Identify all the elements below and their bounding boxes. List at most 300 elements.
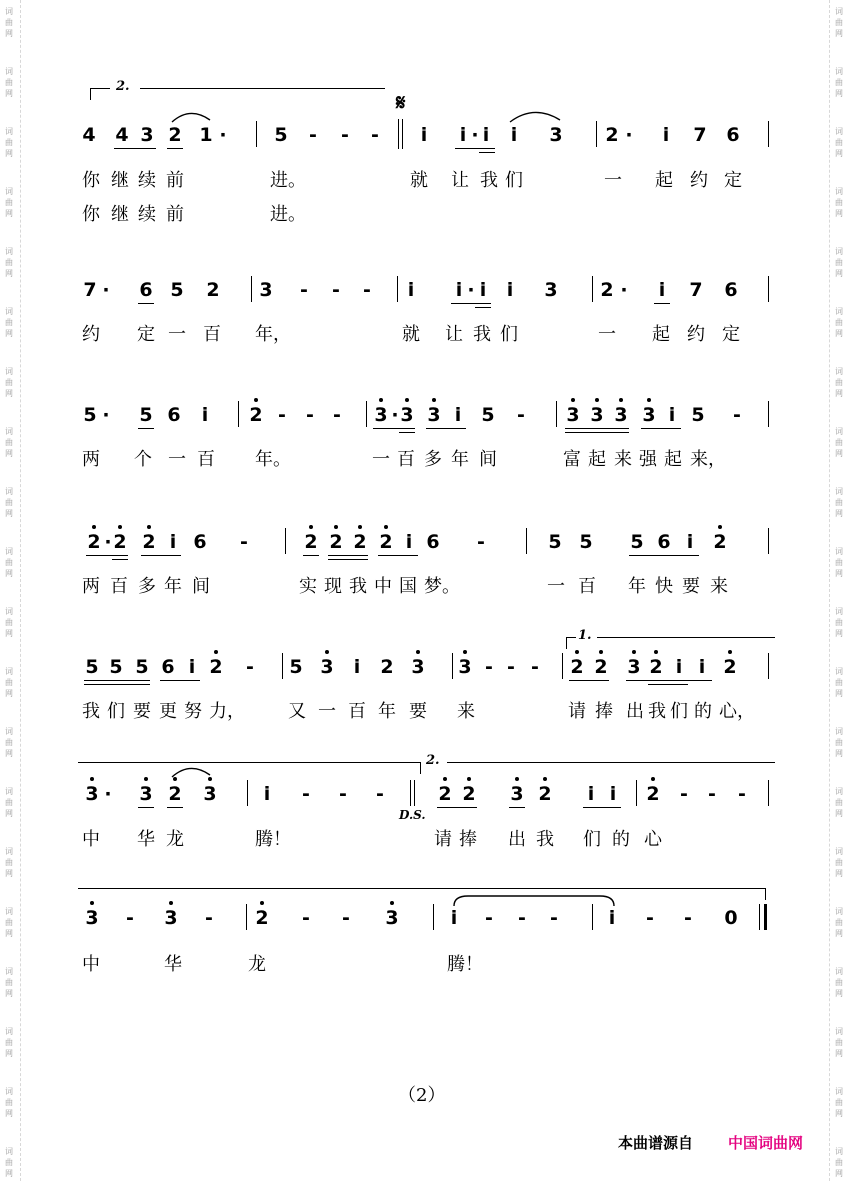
note: i [405,531,413,553]
lyric: 的 [694,701,712,722]
watermark-char: 词 [5,787,13,796]
dash: - [278,404,286,426]
note: 5 [83,404,97,426]
watermark-char: 网 [5,269,13,278]
note: i [675,656,683,678]
lyric: 我 [82,701,100,722]
dash: - [646,907,654,929]
note: 6 [657,531,671,553]
lyric: 百 [348,701,366,722]
dash: - [485,907,493,929]
note: 3 [320,656,334,678]
site-name: 中国词曲网 [728,1134,804,1152]
note: 5 [170,279,184,301]
note: 3 [374,404,388,426]
watermark-char: 网 [835,329,843,338]
watermark-char: 网 [5,1109,13,1118]
lyric: 心 [644,829,662,850]
watermark-char: 曲 [5,138,13,147]
lyric: 让 [445,324,463,345]
watermark-char: 词 [835,907,843,916]
watermark-char: 曲 [835,918,843,927]
lyric: 强 [639,449,657,470]
source-label: 本曲谱源自 [618,1134,694,1152]
watermark-char: 曲 [835,858,843,867]
note: 3 [203,783,217,805]
lyric: 来， [690,449,726,470]
note: 5 [274,124,288,146]
lyric: 更 [159,701,177,722]
note: 2 [605,124,619,146]
dash: - [302,783,310,805]
watermark-char: 词 [835,1087,843,1096]
note: 2 [713,531,727,553]
note: i [169,531,177,553]
lyric: 要 [409,701,427,722]
lyric: 年 [378,701,396,722]
dot: · [104,531,112,553]
dash: - [485,656,493,678]
dash: - [738,783,746,805]
watermark-char: 网 [835,809,843,818]
lyric: 你 [82,204,100,225]
note: i [506,279,514,301]
note: 2 [168,124,182,146]
lyric: 就 [402,324,420,345]
watermark-char: 词 [5,487,13,496]
watermark-char: 网 [5,749,13,758]
dot: · [102,279,110,301]
dash: - [306,404,314,426]
watermark-char: 网 [835,569,843,578]
note: i [353,656,361,678]
lyric: 又 [288,701,306,722]
lyric: 一 [318,701,336,722]
lyric: 起 [588,449,606,470]
note: 0 [724,907,738,929]
note: 2 [142,531,156,553]
watermark-char: 词 [835,667,843,676]
watermark-char: 曲 [5,498,13,507]
watermark-char: 曲 [5,1038,13,1047]
note: 3 [549,124,563,146]
note: i [263,783,271,805]
note: 5 [548,531,562,553]
watermark-char: 曲 [835,78,843,87]
lyric: 前 [166,204,184,225]
lyric: 定 [724,170,742,191]
lyric: 年 [628,576,646,597]
lyric: 中 [82,829,100,850]
watermark-char: 曲 [5,198,13,207]
lyric: 中 [82,954,100,975]
ds-marking: D.S. [399,808,426,822]
watermark-char: 词 [5,967,13,976]
lyric: 国 [399,576,417,597]
lyric: 继 [111,204,129,225]
lyric: 就 [410,170,428,191]
note: 2 [379,531,393,553]
watermark-char: 词 [5,427,13,436]
note: 3 [385,907,399,929]
note: i [608,907,616,929]
lyric: 约 [82,324,100,345]
watermark-char: 曲 [5,738,13,747]
watermark-char: 曲 [5,1098,13,1107]
watermark-char: 曲 [5,18,13,27]
dot: · [467,279,475,301]
dash: - [376,783,384,805]
volta-label: 2. [116,79,130,94]
lyric: 的 [612,829,630,850]
watermark-char: 词 [5,1087,13,1096]
watermark-char: 词 [5,667,13,676]
note: 2 [438,783,452,805]
dash: - [332,279,340,301]
watermark-char: 词 [835,727,843,736]
page-number: （2） [398,1085,446,1106]
lyric: 续 [138,170,156,191]
lyric: 一 [604,170,622,191]
watermark-char: 词 [835,367,843,376]
note: 3 [139,783,153,805]
lyric: 出 [626,701,644,722]
note: 2 [646,783,660,805]
watermark-char: 网 [835,209,843,218]
watermark-char: 词 [835,487,843,496]
note: 2 [304,531,318,553]
watermark-char: 曲 [835,738,843,747]
lyric: 一 [168,324,186,345]
watermark-char: 词 [5,367,13,376]
watermark-char: 曲 [835,138,843,147]
dash: - [550,907,558,929]
note: 1 [199,124,213,146]
watermark-char: 网 [5,329,13,338]
lyric: 中 [374,576,392,597]
watermark-char: 网 [835,89,843,98]
lyric: 起 [655,170,673,191]
note: i [454,404,462,426]
lyric: 百 [203,324,221,345]
watermark-char: 词 [835,967,843,976]
watermark-char: 词 [5,1027,13,1036]
watermark-char: 词 [835,607,843,616]
lyric: 心， [719,701,755,722]
lyric: 们 [500,324,518,345]
dash: - [518,907,526,929]
note: 2 [249,404,263,426]
note: i [609,783,617,805]
watermark-char: 词 [835,247,843,256]
note: 3 [627,656,641,678]
watermark-char: 曲 [835,1098,843,1107]
dash: - [342,907,350,929]
lyric: 约 [687,324,705,345]
note: 2 [113,531,127,553]
watermark-char: 词 [5,127,13,136]
note: 6 [139,279,153,301]
note: i [479,279,487,301]
note: 6 [724,279,738,301]
note: i [407,279,415,301]
lyric: 多 [424,449,442,470]
watermark-char: 网 [5,569,13,578]
watermark-char: 词 [5,907,13,916]
dash: - [300,279,308,301]
watermark-char: 曲 [5,378,13,387]
lyric: 我 [473,324,491,345]
lyric: 腾！ [447,954,483,975]
note: 5 [85,656,99,678]
watermark-char: 曲 [835,378,843,387]
watermark-char: 词 [835,67,843,76]
dash: - [363,279,371,301]
watermark-char: 词 [835,547,843,556]
note: 2 [380,656,394,678]
dash: - [205,907,213,929]
volta-label: 2. [426,753,440,768]
watermark-char: 曲 [5,258,13,267]
note: i [662,124,670,146]
watermark-char: 曲 [5,78,13,87]
watermark-char: 曲 [835,258,843,267]
lyric: 们 [670,701,688,722]
dash: - [680,783,688,805]
dash: - [371,124,379,146]
lyric: 我 [349,576,367,597]
note: 7 [689,279,703,301]
dot: · [620,279,628,301]
watermark-char: 词 [5,847,13,856]
watermark-char: 网 [5,989,13,998]
lyric: 年， [255,324,291,345]
lyric: 让 [451,170,469,191]
note: 6 [193,531,207,553]
dash: - [477,531,485,553]
lyric: 百 [110,576,128,597]
watermark-char: 词 [835,787,843,796]
watermark-char: 曲 [835,318,843,327]
watermark-char: 曲 [835,18,843,27]
lyric: 请 [434,829,452,850]
note: 5 [691,404,705,426]
lyric: 百 [197,449,215,470]
watermark-char: 网 [5,509,13,518]
note: 3 [458,656,472,678]
dash: - [339,783,347,805]
watermark-char: 曲 [5,558,13,567]
watermark-char: 网 [5,29,13,38]
lyric: 华 [137,829,155,850]
watermark-char: 网 [5,869,13,878]
watermark-char: 网 [835,869,843,878]
watermark-char: 网 [835,1169,843,1178]
note: 6 [161,656,175,678]
note: i [658,279,666,301]
lyric: 龙 [248,954,266,975]
lyric: 定 [722,324,740,345]
note: 6 [426,531,440,553]
lyric: 两 [82,576,100,597]
lyric: 来 [710,576,728,597]
watermark-char: 网 [5,149,13,158]
watermark-char: 网 [835,989,843,998]
note: 2 [87,531,101,553]
note: 3 [642,404,656,426]
lyric: 要 [682,576,700,597]
watermark-char: 网 [835,1109,843,1118]
dash: - [333,404,341,426]
watermark-char: 网 [5,809,13,818]
lyric: 们 [505,170,523,191]
lyric: 一 [168,449,186,470]
dash: - [507,656,515,678]
watermark-char: 曲 [5,318,13,327]
dot: · [471,124,479,146]
lyric: 我 [480,170,498,191]
note: i [686,531,694,553]
note: 2 [570,656,584,678]
note: 7 [83,279,97,301]
watermark-char: 曲 [5,678,13,687]
lyric: 华 [164,954,182,975]
lyric: 年 [451,449,469,470]
lyric: 要 [133,701,151,722]
watermark-char: 曲 [835,618,843,627]
watermark-char: 词 [835,1147,843,1156]
watermark-char: 词 [5,247,13,256]
note: 3 [590,404,604,426]
note: i [668,404,676,426]
lyric: 努 [184,701,202,722]
lyric: 前 [166,170,184,191]
left-watermark-strip [0,0,21,1181]
watermark-char: 曲 [835,198,843,207]
lyric: 续 [138,204,156,225]
watermark-char: 词 [5,67,13,76]
note: 3 [164,907,178,929]
note: i [510,124,518,146]
note: 3 [614,404,628,426]
note: 6 [167,404,181,426]
dot: · [625,124,633,146]
lyric: 百 [397,449,415,470]
watermark-char: 曲 [835,438,843,447]
watermark-char: 网 [835,929,843,938]
watermark-char: 网 [5,929,13,938]
dash: - [684,907,692,929]
note: 7 [693,124,707,146]
note: 3 [85,783,99,805]
dash: - [517,404,525,426]
watermark-char: 词 [835,1027,843,1036]
watermark-char: 曲 [835,798,843,807]
watermark-char: 网 [835,149,843,158]
watermark-char: 词 [835,847,843,856]
lyric: 起 [664,449,682,470]
lyric: 梦。 [424,576,460,597]
note: 2 [594,656,608,678]
lyric: 们 [107,701,125,722]
watermark-char: 曲 [5,918,13,927]
watermark-char: 曲 [835,1158,843,1167]
note: 5 [289,656,303,678]
dash: - [302,907,310,929]
watermark-char: 网 [835,749,843,758]
watermark-char: 词 [5,547,13,556]
watermark-char: 词 [5,607,13,616]
dash: - [708,783,716,805]
watermark-char: 曲 [835,1038,843,1047]
watermark-char: 曲 [5,978,13,987]
volta-label: 1. [578,628,592,643]
watermark-char: 网 [5,1049,13,1058]
note: 2 [209,656,223,678]
lyric: 起 [652,324,670,345]
watermark-char: 曲 [835,678,843,687]
note: 4 [115,124,129,146]
watermark-char: 词 [835,307,843,316]
dot: · [219,124,227,146]
lyric: 多 [138,576,156,597]
lyric: 一 [598,324,616,345]
note: 5 [579,531,593,553]
watermark-char: 词 [5,1147,13,1156]
note: 2 [206,279,220,301]
note: i [420,124,428,146]
lyric: 百 [578,576,596,597]
watermark-char: 网 [5,449,13,458]
watermark-char: 网 [5,209,13,218]
watermark-char: 词 [835,427,843,436]
lyric: 我 [648,701,666,722]
note: 3 [85,907,99,929]
dash: - [341,124,349,146]
dash: - [309,124,317,146]
lyric: 我 [536,829,554,850]
lyric: 请 [568,701,586,722]
lyric: 定 [137,324,155,345]
note: i [188,656,196,678]
watermark-char: 曲 [5,618,13,627]
dash: - [531,656,539,678]
note: 5 [481,404,495,426]
lyric: 力， [209,701,245,722]
dash: - [733,404,741,426]
lyric: 年 [164,576,182,597]
right-watermark-strip [829,0,850,1181]
watermark-char: 网 [5,1169,13,1178]
note: i [482,124,490,146]
watermark-char: 曲 [5,438,13,447]
note: i [201,404,209,426]
watermark-char: 词 [5,727,13,736]
note: 3 [259,279,273,301]
note: 3 [510,783,524,805]
lyric: 间 [192,576,210,597]
watermark-char: 词 [835,127,843,136]
note: 3 [400,404,414,426]
lyric: 你 [82,170,100,191]
lyric: 龙 [166,829,184,850]
dot: · [102,404,110,426]
note: 3 [544,279,558,301]
note: 5 [135,656,149,678]
watermark-char: 网 [835,29,843,38]
watermark-char: 网 [5,89,13,98]
watermark-char: 曲 [835,558,843,567]
